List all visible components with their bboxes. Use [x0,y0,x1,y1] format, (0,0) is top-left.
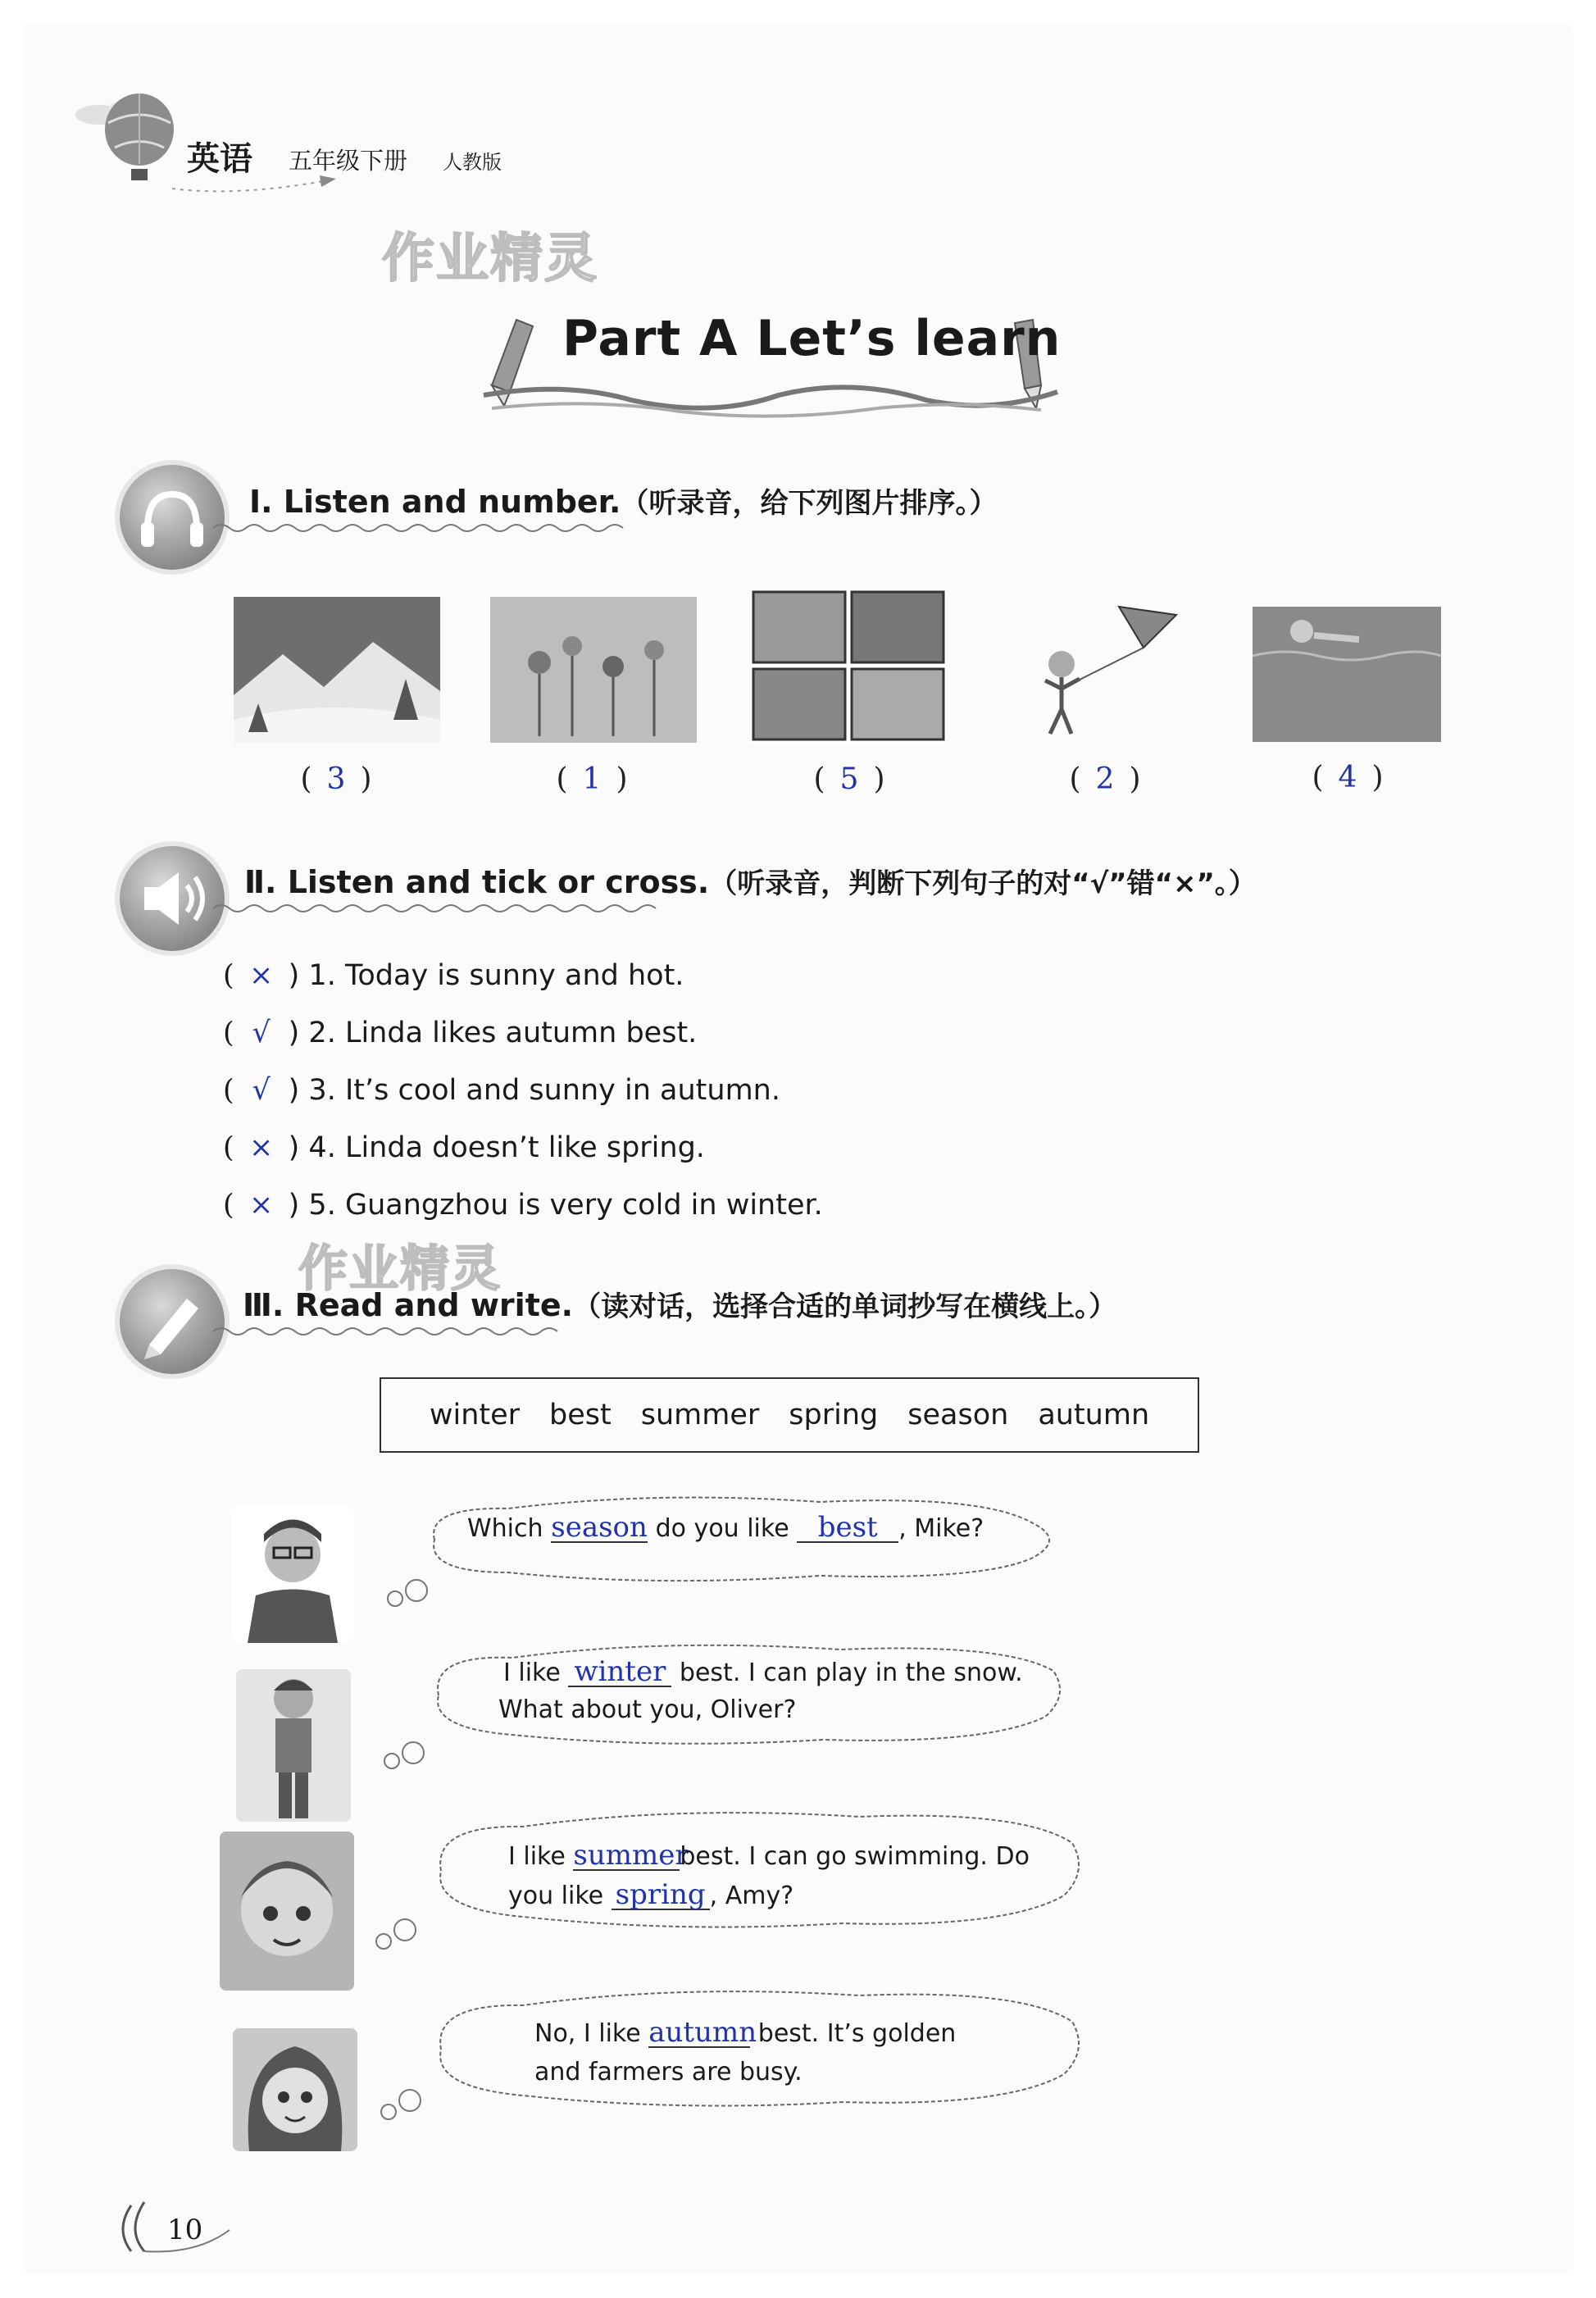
section2-instruction: （听录音，判断下列句子的对“√”错“×”。） [709,867,1257,900]
thought-circles-icon [372,1912,430,1958]
answer-blank-5: ( 4 ) [1312,761,1384,794]
snowy-mountains-picture [234,597,440,743]
word-bank-word: autumn [1038,1399,1150,1431]
tf-text-4: ) 4. Linda doesn’t like spring. [288,1131,705,1164]
thought-circles-icon [380,1736,438,1777]
kite-flying-picture [1021,598,1184,738]
section2-wavy-line-icon [213,900,672,917]
swimming-picture [1253,607,1441,742]
oliver-avatar [236,1669,351,1822]
section3-instruction: （读对话，选择合适的单词抄写在横线上。） [573,1290,1117,1323]
page-number: 10 [167,2214,203,2246]
fill-blank-summer: summer [573,1839,689,1872]
section3-pencil-badge [120,1269,225,1374]
headphones-icon [120,465,225,570]
dialog-2-line-2: What about you, Oliver? [498,1695,797,1724]
section1-wavy-line-icon [213,520,639,536]
tf-mark-4: × [248,1131,274,1164]
tf-mark-1: × [248,959,274,992]
four-seasons-picture [750,589,947,744]
fill-blank-winter: winter [568,1658,671,1687]
answer-blank-4: ( 2 ) [1069,762,1141,796]
mike-avatar [231,1505,354,1643]
section1-instruction: （听录音，给下列图片排序。） [621,487,998,520]
tf-mark-3: √ [252,1074,271,1107]
section3-wavy-line-icon [213,1323,574,1340]
section3-title: Ⅲ. Read and write. [243,1287,574,1323]
tf-text-1: ) 1. Today is sunny and hot. [288,959,684,992]
tf-text-3: ) 3. It’s cool and sunny in autumn. [288,1074,780,1107]
fill-blank-season: season [551,1511,648,1544]
dialog-3-line-2: you like spring , Amy? [508,1878,794,1911]
tf-item-3: ( √ ) 3. It’s cool and sunny in autumn. [223,1074,780,1107]
flowers-picture [490,597,697,743]
word-bank-word: spring [789,1399,879,1431]
tf-item-5: ( × ) 5. Guangzhou is very cold in winter. [223,1189,823,1222]
word-bank-word: summer [640,1399,760,1431]
dialog-2-line-1: I like winter best. I can play in the snow. [503,1655,1023,1688]
section1-heading [249,480,997,521]
word-bank-word: season [907,1399,1009,1431]
section3-heading [243,1284,1116,1324]
tf-mark-5: × [248,1189,274,1222]
answer-blank-3: ( 5 ) [813,762,885,796]
speaker-icon [120,846,225,951]
fill-blank-autumn: autumn [648,2016,757,2049]
thought-circles-icon [377,2082,434,2128]
section1-headphones-badge [120,465,225,570]
thought-circles-icon [384,1574,441,1615]
part-title: Part A Let’s learn [562,310,1062,367]
amy-avatar [233,2028,357,2151]
dialog-3-line-1: I like summerbest. I can go swimming. Do [508,1839,1030,1872]
section1-title: Ⅰ. Listen and number. [249,484,621,520]
header-grade: 五年级下册 [289,147,408,175]
tf-item-1: ( × ) 1. Today is sunny and hot. [223,959,684,992]
dialog-4-line-1: No, I like autumn best. It’s golden [534,2016,957,2049]
section2-speaker-badge [120,846,225,951]
tf-text-5: ) 5. Guangzhou is very cold in winter. [288,1189,823,1222]
tf-item-4: ( × ) 4. Linda doesn’t like spring. [223,1131,705,1164]
answer-blank-2: ( 1 ) [556,762,628,796]
watermark-2: 作业精灵 [298,1240,502,1298]
dialog-1-line: Which season do you like best , Mike? [467,1511,984,1544]
tf-item-2: ( √ ) 2. Linda likes autumn best. [223,1017,698,1049]
speech-bubble-4 [416,1984,1089,2115]
answer-blank-1: ( 3 ) [300,762,372,796]
word-bank-box [380,1377,1199,1453]
speech-bubble-3 [416,1805,1089,1936]
word-bank-word: best [549,1399,612,1431]
oliver-boy-avatar [220,1832,354,1991]
pencil-icon [120,1269,225,1374]
section2-heading [244,861,1257,901]
word-bank-word: winter [429,1399,521,1431]
header-subject: 英语 [187,139,252,178]
dialog-4-line-2: and farmers are busy. [534,2058,803,2086]
tf-text-2: ) 2. Linda likes autumn best. [288,1017,698,1049]
header-edition: 人教版 [443,151,502,174]
section2-title: Ⅱ. Listen and tick or cross. [244,864,710,900]
fill-blank-spring: spring [612,1881,710,1910]
watermark: 作业精灵 [382,229,598,289]
tf-mark-2: √ [252,1017,271,1049]
fill-blank-best: best [797,1513,898,1543]
